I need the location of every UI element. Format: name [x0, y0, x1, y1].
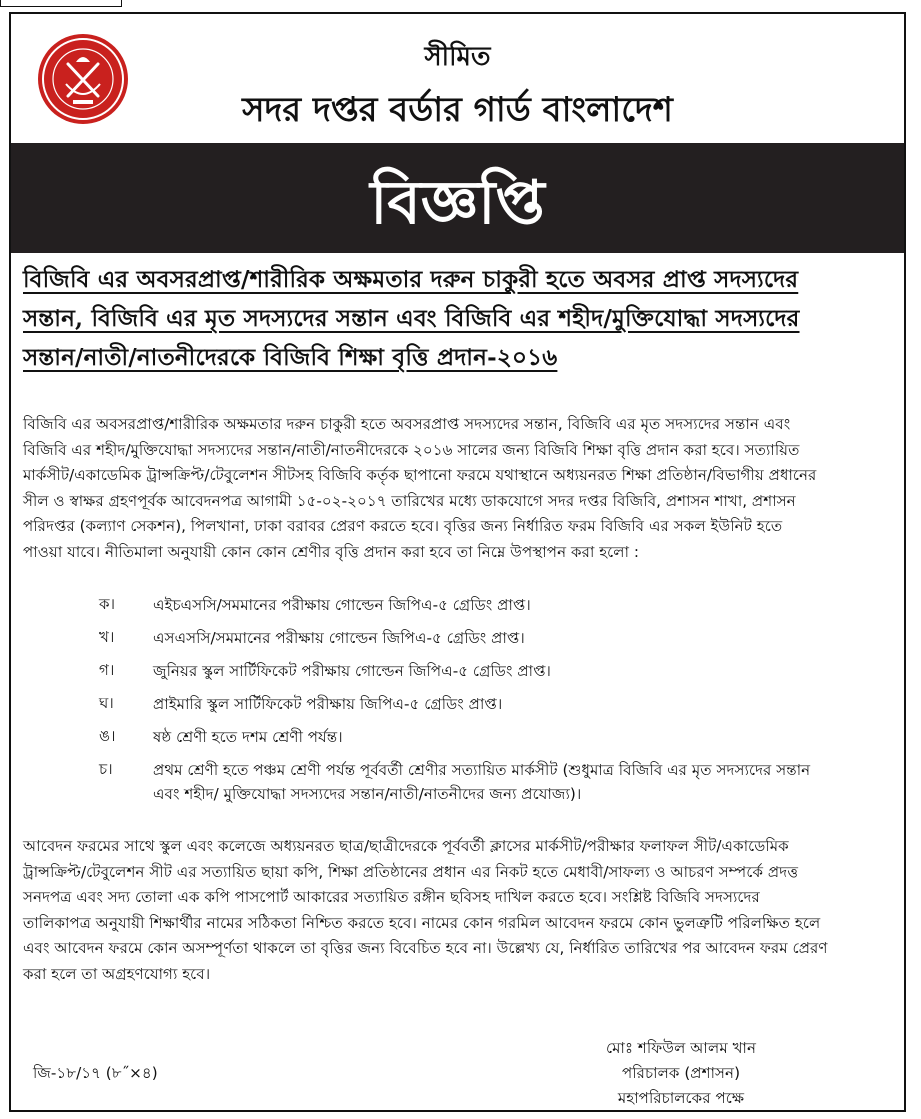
- headline-line: বিজিবি এর অবসরপ্রাপ্ত/শারীরিক অক্ষমতার দরুন চাকুরী হতে অবসর প্রাপ্ত সদস্যদের: [23, 266, 799, 293]
- paragraph-line: আবেদন ফরমের সাথে স্কুল এবং কলেজে অধ্যয়নরত ছাত্র/ছাত্রীদেরকে পূর্ববর্তী ক্লাসের মার্কসীট/পরীক্ষার ফলাফল সীট/একাডেমিক: [23, 837, 789, 855]
- org-main-title: সদর দপ্তর বর্ডার গার্ড বাংলাদেশ: [242, 90, 673, 130]
- signer-name: মোঃ শফিউল আলম খান: [605, 1039, 757, 1057]
- list-marker: খ।: [99, 628, 115, 646]
- paragraph-line: করা হলে তা অগ্রহণযোগ্য হবে।: [23, 964, 211, 983]
- header: [11, 14, 904, 141]
- paragraph-line: তালিকাপত্র অনুযায়ী শিক্ষার্থীর নামের সঠিকতা নিশ্চিত করতে হবে। নামের কোন গরমিল আবেদন ফরমে কোন ভুলত্রুটি পরিলক্ষিত হলে: [23, 913, 821, 932]
- list-text: ষষ্ঠ শ্রেণী হতে দশম শ্রেণী পর্যন্ত।: [153, 728, 343, 746]
- paragraph-line: মার্কসীট/একাডেমিক ট্রান্সক্রিপ্ট/টেবুলেশন সীটসহ বিজিবি কর্তৃক ছাপানো ফরমে যথাস্থানে অধ্যয়নরত শিক্ষা প্রতিষ্ঠান/বিভাগীয় প্রধানের: [23, 466, 817, 484]
- list-text: [153, 758, 810, 806]
- list-text: জুনিয়র স্কুল সার্টিফিকেট পরীক্ষায় গোল্ডেন জিপিএ-৫ গ্রেডিং প্রাপ্ত।: [153, 662, 551, 680]
- list-text: এসএসসি/সমমানের পরীক্ষায় গোল্ডেন জিপিএ-৫ গ্রেডিং প্রাপ্ত।: [153, 629, 525, 647]
- top-strip: [0, 0, 921, 9]
- banner-title: বিজ্ঞপ্তি: [370, 168, 545, 238]
- signature-block: [571, 1036, 791, 1111]
- list-text: এইচএসসি/সমমানের পরীক্ষায় গোল্ডেন জিপিএ-৫ গ্রেডিং প্রাপ্ত।: [153, 596, 531, 614]
- paragraph-line: সনদপত্র এবং সদ্য তোলা এক কপি পাসপোর্ট আকারের সত্যায়িত রঙ্গীন ছবিসহ দাখিল করতে হবে। সংশ্লিষ্ট বিজিবি সদস্যদের: [23, 888, 760, 906]
- list-text: প্রাইমারি স্কুল সার্টিফিকেট পরীক্ষায় জিপিএ-৫ গ্রেডিং প্রাপ্ত।: [153, 695, 503, 713]
- list-marker: ক।: [99, 595, 116, 613]
- top-box: [0, 0, 122, 7]
- list-marker: ঘ।: [99, 694, 114, 712]
- paragraph-line: পাওয়া যাবে। নীতিমালা অনুযায়ী কোন কোন শ্রেণীর বৃত্তি প্রদান করা হবে তা নিম্নে উপস্থাপন করা হলো :: [23, 542, 639, 561]
- list-item: [23, 725, 895, 758]
- reference-number: জি-১৮/১৭ (৮˝×৪): [33, 1064, 158, 1082]
- org-small-title: সীমিত: [424, 42, 491, 72]
- signer-on-behalf: মহাপরিচালকের পক্ষে: [617, 1089, 745, 1107]
- list-item: [23, 692, 895, 725]
- notice-banner: [11, 143, 904, 253]
- headline-line: সন্তান, বিজিবি এর মৃত সদস্যদের সন্তান এবং বিজিবি এর শহীদ/মুক্তিযোদ্ধা সদস্যদের: [23, 305, 800, 332]
- requirements-paragraph: [23, 834, 895, 987]
- list-item: [23, 758, 895, 814]
- list-text-line: এবং শহীদ/ মুক্তিযোদ্ধা সদস্যদের সন্তান/নাতী/নাতনীদের জন্য প্রযোজ্য)।: [153, 785, 582, 803]
- list-item: [23, 659, 895, 692]
- list-item: [23, 626, 895, 659]
- paragraph-line: এবং আবেদন ফরমে কোন অসম্পূর্ণতা থাকলে তা বৃত্তির জন্য বিবেচিত হবে না। উল্লেখ্য যে, নির্ধারিত তারিখের পর আবেদন ফরম প্রেরণ: [23, 939, 828, 957]
- paragraph-line: বিজিবি এর অবসরপ্রাপ্ত/শারীরিক অক্ষমতার দরুন চাকুরী হতে অবসরপ্রাপ্ত সদস্যদের সন্তান, বিজিবি এর মৃত সদস্যদের সন্তান এবং: [23, 415, 791, 433]
- paragraph-line: ট্রান্সক্রিপ্ট/টেবুলেশন সীট এর সত্যায়িত ছায়া কপি, শিক্ষা প্রতিষ্ঠানের প্রধান এর নিকট হতে মেধাবী/সাফল্য ও আচরণ সম্পর্কে প্রদত্ত: [23, 862, 799, 881]
- paragraph-line: বিজিবি এর শহীদ/মুক্তিযোদ্ধা সদস্যদের সন্তান/নাতী/নাতনীদেরকে ২০১৬ সালের জন্য বিজিবি শিক্ষা বৃত্তি প্রদান করা হবে। সত্যায়িত: [23, 440, 800, 459]
- signer-title: পরিচালক (প্রশাসন): [621, 1064, 741, 1082]
- paragraph-line: পরিদপ্তর (কল্যাণ সেকশন), পিলখানা, ঢাকা বরাবর প্রেরণ করতে হবে। বৃত্তির জন্য নির্ধারিত ফরম বিজিবি এর সকল ইউনিট হতে: [23, 517, 783, 535]
- headline: [23, 260, 893, 377]
- list-marker: ঙ।: [99, 727, 116, 745]
- headline-line: সন্তান/নাতী/নাতনীদেরকে বিজিবি শিক্ষা বৃত্তি প্রদান-২০১৬: [23, 344, 558, 371]
- notice-frame: [9, 12, 906, 1112]
- paragraph-line: সীল ও স্বাক্ষর গ্রহণপূর্বক আবেদনপত্র আগামী ১৫-০২-২০১৭ তারিখের মধ্যে ডাকযোগে সদর দপ্তর বিজিবি, প্রশাসন শাখা, প্রশাসন: [23, 491, 796, 510]
- intro-paragraph: [23, 412, 895, 565]
- list-marker: গ।: [99, 661, 115, 679]
- scholarship-categories: [23, 593, 895, 814]
- list-text-line: প্রথম শ্রেণী হতে পঞ্চম শ্রেণী পর্যন্ত পূর্ববর্তী শ্রেণীর সত্যায়িত মার্কসীট (শুধুমাত্র বিজিবি এর মৃত সদস্যদের সন্তান: [153, 761, 811, 779]
- list-marker: চ।: [99, 760, 113, 778]
- list-item: [23, 593, 895, 626]
